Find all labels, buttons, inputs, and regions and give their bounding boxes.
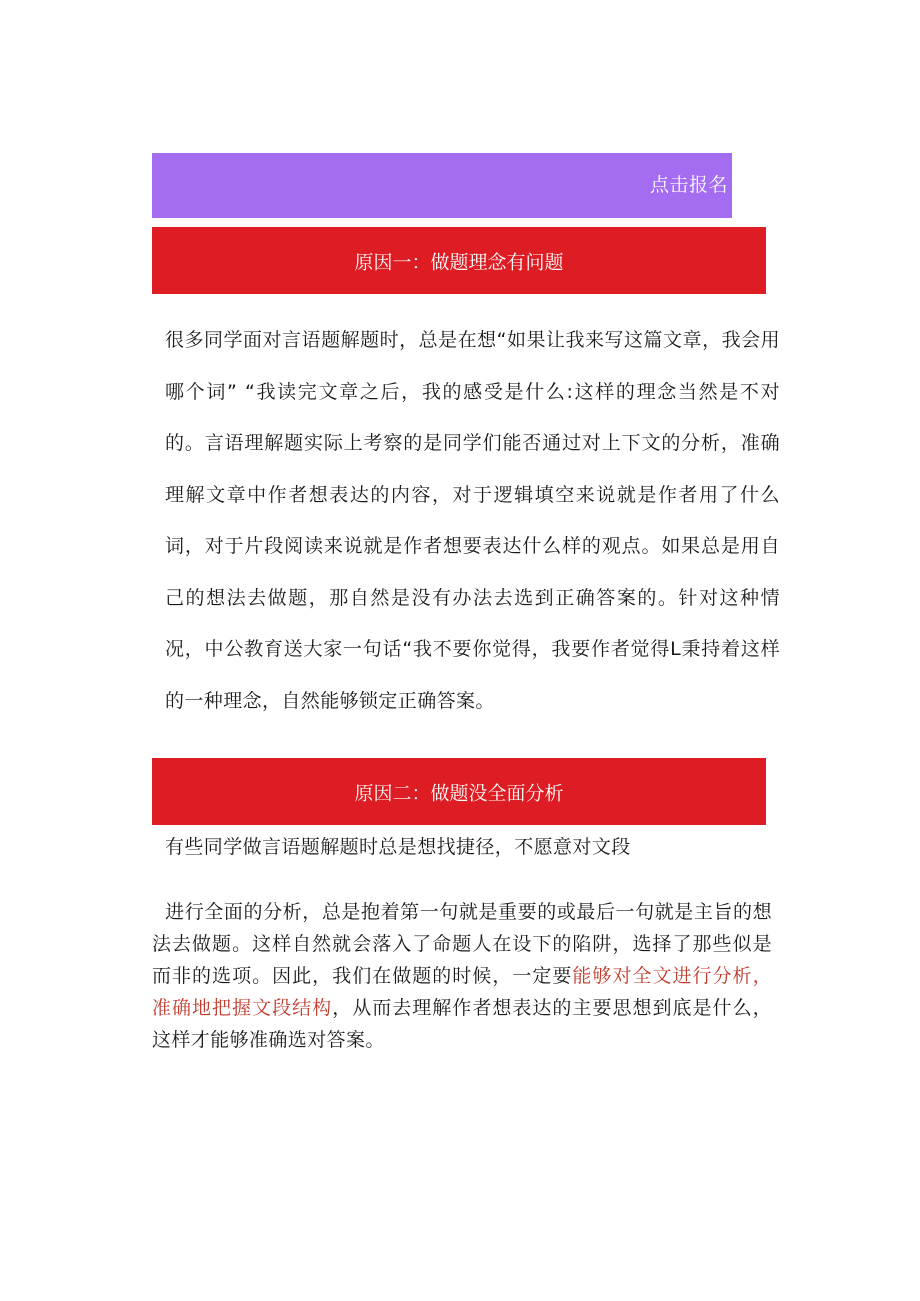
- body-text-after: ，从而去理解作者想表达的主要思想到底是什么，这样才能够准确选对答案。: [152, 997, 772, 1051]
- paragraph-reason-2-intro: 有些同学做言语题解题时总是想找捷径，不愿意对文段: [165, 836, 631, 858]
- paragraph-reason-2-body: [152, 896, 772, 1056]
- body-text-before: 进行全面的分析，总是抱着第一句就是重要的或最后一句就是主旨的想法去做题。这样自然就会落入了命题人在设下的陷阱，选择了那些似是而非的选项。因此，我们在做题的时候，一定要: [152, 901, 772, 987]
- section-title-reason-2: 原因二：做题没全面分析: [354, 782, 564, 804]
- signup-link[interactable]: 点击报名: [649, 174, 728, 196]
- highlighted-text: 能够对全文进行分析，准确地把握文段结构: [152, 965, 772, 1019]
- paragraph-reason-1: 很多同学面对言语题解题时，总是在想“如果让我来写这篇文章，我会用哪个词” “我读完文章之后，我的感受是什么:这样的理念当然是不对的。言语理解题实际上考察的是同学们能否通过对上下文的分析，准确理解文章中作者想表达的内容，对于逻辑填空来说就是作者用了什么词，对于片段阅读来说就是作者想要表达什么样的观点。如果总是用自己的想法去做题，那自然是没有办法去选到正确答案的。针对这种情况，中公教育送大家一句话“我不要你觉得，我要作者觉得L秉持着这样的一种理念，自然能够锁定正确答案。: [165, 329, 780, 712]
- section-banner-reason-2: [152, 758, 766, 825]
- section-banner-reason-1: [152, 227, 766, 294]
- signup-banner[interactable]: [152, 153, 732, 218]
- section-title-reason-1: 原因一：做题理念有问题: [354, 251, 564, 273]
